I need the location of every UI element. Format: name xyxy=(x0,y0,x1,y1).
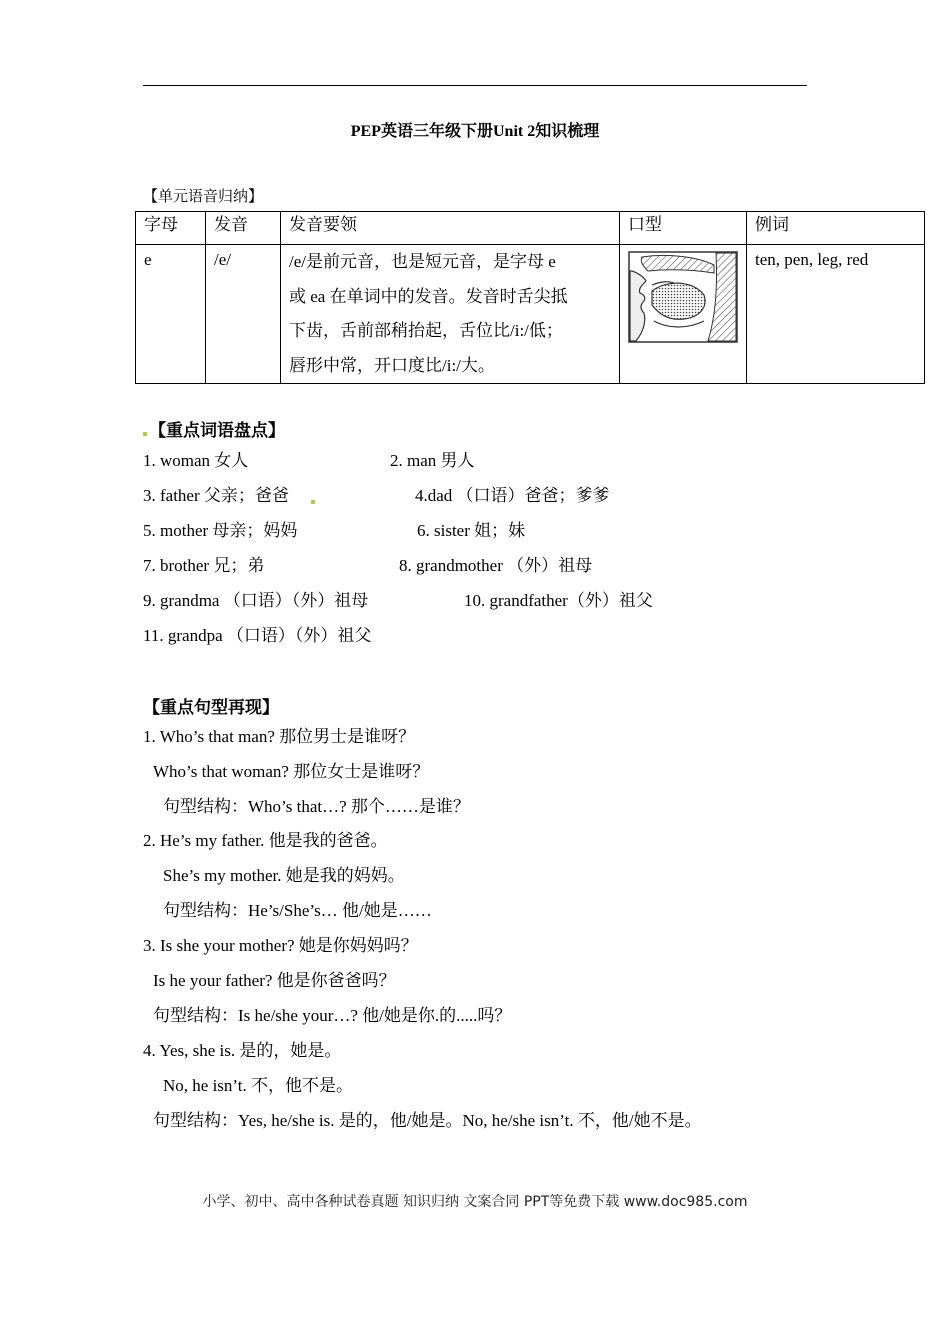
vocab-item: 4.dad （口语）爸爸；爹爹 xyxy=(415,486,610,505)
vocab-item: 2. man 男人 xyxy=(390,451,475,470)
sentence-line: Is he your father? 他是你爸爸吗？ xyxy=(153,971,396,990)
mouth-diagram-icon xyxy=(628,251,738,343)
sentence-line: She’s my mother. 她是我的妈妈。 xyxy=(163,866,405,885)
marker-dot xyxy=(311,500,315,504)
header-examples: 例词 xyxy=(747,212,925,245)
vocab-item: 1. woman 女人 xyxy=(143,451,249,470)
tips-line: 下齿，舌前部稍抬起，舌位比/i:/低； xyxy=(289,321,563,340)
phonics-table xyxy=(135,211,925,384)
cell-sound: /e/ xyxy=(206,245,281,384)
tips-line: /e/是前元音，也是短元音，是字母 e xyxy=(289,252,556,271)
phonics-section-label: 【单元语音归纳】 xyxy=(143,189,264,205)
vocab-item: 9. grandma （口语）（外）祖母 xyxy=(143,591,369,610)
top-rule xyxy=(143,85,807,86)
footer-text: 小学、初中、高中各种试卷真题 知识归纳 文案合同 PPT等免费下载 www.doc985.com xyxy=(202,1194,748,1210)
sentence-line: 句型结构：He’s/She’s… 他/她是…… xyxy=(163,901,432,920)
tips-line: 唇形中常，开口度比/i:/大。 xyxy=(289,355,495,375)
cell-letter: e xyxy=(136,245,206,384)
sentence-line: 4. Yes, she is. 是的，她是。 xyxy=(143,1041,342,1060)
sentence-line: 句型结构：Who’s that…? 那个……是谁？ xyxy=(163,797,470,816)
cell-mouth xyxy=(620,245,747,384)
sentence-line: 1. Who’s that man? 那位男士是谁呀？ xyxy=(143,727,416,746)
header-letter: 字母 xyxy=(136,212,206,245)
sentence-section-label: 【重点句型再现】 xyxy=(143,698,279,717)
header-sound: 发音 xyxy=(206,212,281,245)
vocab-item: 10. grandfather（外）祖父 xyxy=(464,591,653,610)
vocab-item: 7. brother 兄；弟 xyxy=(143,556,265,575)
sentence-line: 3. Is she your mother? 她是你妈妈吗？ xyxy=(143,936,418,955)
vocab-item: 6. sister 姐；妹 xyxy=(417,521,526,540)
cell-tips xyxy=(281,245,620,384)
vocab-item: 3. father 父亲；爸爸 xyxy=(143,486,289,505)
page-title: PEP英语三年级下册Unit 2知识梳理 xyxy=(350,123,600,140)
header-tips: 发音要领 xyxy=(281,212,620,245)
header-mouth: 口型 xyxy=(620,212,747,245)
sentence-line: No, he isn’t. 不，他不是。 xyxy=(163,1076,353,1095)
sentence-line: Who’s that woman? 那位女士是谁呀？ xyxy=(153,762,430,781)
sentence-line: 2. He’s my father. 他是我的爸爸。 xyxy=(143,831,388,850)
vocab-item: 5. mother 母亲；妈妈 xyxy=(143,521,298,540)
vocab-item: 8. grandmother （外）祖母 xyxy=(399,556,593,575)
marker-dot xyxy=(143,432,147,436)
cell-examples: ten, pen, leg, red xyxy=(747,245,925,384)
vocab-section-label: 【重点词语盘点】 xyxy=(149,421,285,440)
vocab-item: 11. grandpa （口语）（外）祖父 xyxy=(143,626,372,645)
sentence-line: 句型结构：Yes, he/she is. 是的，他/她是。No, he/she isn’t. 不，他/她不是。 xyxy=(153,1111,702,1130)
sentence-line: 句型结构：Is he/she your…? 他/她是你.的.....吗？ xyxy=(153,1006,512,1025)
tips-line: 或 ea 在单词中的发音。发音时舌尖抵 xyxy=(289,286,568,306)
